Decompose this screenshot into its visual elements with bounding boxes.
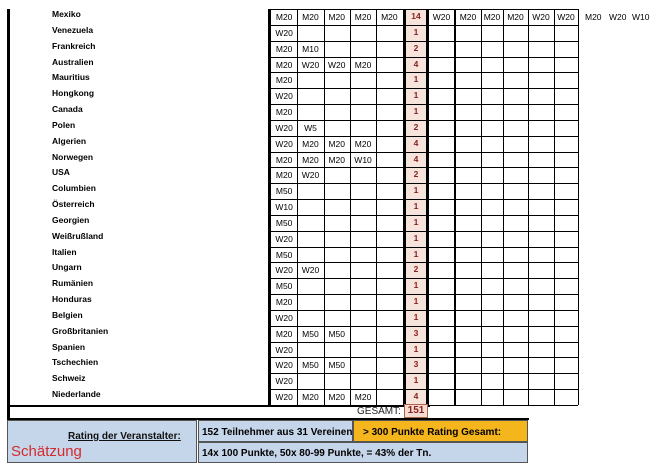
country-name: Österreich xyxy=(52,199,95,210)
entry-count: 4 xyxy=(413,58,419,69)
entry-count: 1 xyxy=(413,74,419,85)
entry-count: 1 xyxy=(413,185,419,196)
country-name: Norwegen xyxy=(52,151,94,162)
entry-count: 14 xyxy=(411,11,421,21)
entry-code: W10 xyxy=(632,12,650,22)
country-name: Italien xyxy=(52,246,77,257)
entry-code: M50 xyxy=(302,360,319,371)
country-name: Niederlande xyxy=(52,389,101,400)
grid-column-line xyxy=(481,9,482,405)
entry-code: W20 xyxy=(609,12,627,22)
entry-code: M20 xyxy=(302,154,319,165)
entry-count: 1 xyxy=(413,280,419,291)
summary-text: 14x 100 Punkte, 50x 80-99 Punkte, = 43% der Tn. xyxy=(202,448,432,459)
entry-count: 1 xyxy=(413,232,419,243)
entry-count: 2 xyxy=(413,42,419,53)
entry-code: W5 xyxy=(304,122,317,133)
entry-code: M20 xyxy=(275,75,293,86)
entry-code: W20 xyxy=(275,344,293,355)
entry-count: 3 xyxy=(413,327,419,338)
entry-code: M20 xyxy=(275,297,293,308)
entry-code: M20 xyxy=(275,107,293,118)
entry-code: W20 xyxy=(275,392,293,403)
entry-code: W20 xyxy=(557,12,575,22)
entry-count: 2 xyxy=(413,169,419,180)
country-name: Tschechien xyxy=(52,357,99,368)
entry-code: M20 xyxy=(354,59,372,70)
entry-code: M20 xyxy=(302,138,319,149)
entry-count: 1 xyxy=(413,201,419,212)
country-name: Belgien xyxy=(52,309,83,320)
entry-code: W20 xyxy=(275,265,293,276)
entry-code: M50 xyxy=(275,249,293,260)
entry-code: W20 xyxy=(275,360,293,371)
entry-code: M50 xyxy=(275,281,293,292)
total-value: 151 xyxy=(404,404,428,418)
entry-count: 1 xyxy=(413,216,419,227)
entry-code: W20 xyxy=(275,122,293,133)
country-name: Rumänien xyxy=(52,278,94,289)
grid-column-line xyxy=(455,9,456,405)
entry-count: 1 xyxy=(413,248,419,259)
country-name: Honduras xyxy=(52,294,92,305)
entry-count: 1 xyxy=(413,296,419,307)
entry-code: M20 xyxy=(328,154,346,165)
entry-code: M20 xyxy=(354,138,372,149)
entry-code: M20 xyxy=(275,59,293,70)
grid-column-line xyxy=(578,9,579,405)
entry-code: M50 xyxy=(328,360,346,371)
entry-code: M50 xyxy=(328,328,346,339)
grid-column-line xyxy=(454,9,455,405)
grid-column-line xyxy=(503,9,504,405)
entry-count: 1 xyxy=(413,26,419,37)
country-name: Großbritanien xyxy=(52,325,109,336)
entry-code: M20 xyxy=(459,12,477,22)
entry-code: M20 xyxy=(275,12,293,22)
entry-code: M20 xyxy=(275,154,293,165)
entry-code: W20 xyxy=(275,233,293,244)
entry-code: W20 xyxy=(301,59,320,70)
entry-code: M20 xyxy=(328,392,346,403)
country-name: Ungarn xyxy=(52,262,82,273)
entry-count: 4 xyxy=(413,153,419,164)
entry-count: 1 xyxy=(413,343,419,354)
entry-code: M20 xyxy=(354,392,372,403)
grid-column-line xyxy=(428,9,429,405)
entry-code: M20 xyxy=(354,12,372,22)
entry-code: M50 xyxy=(275,186,293,197)
participants-text: 152 Teilnehmer aus 31 Vereinen xyxy=(202,427,353,438)
entry-count: 1 xyxy=(413,90,419,101)
entry-count: 4 xyxy=(413,391,419,402)
entry-count: 2 xyxy=(413,121,419,132)
entry-count: 1 xyxy=(413,106,419,117)
entry-code: M20 xyxy=(328,138,346,149)
entry-code: M20 xyxy=(507,12,524,22)
entry-code: W20 xyxy=(275,27,293,38)
entry-code: W20 xyxy=(532,12,550,22)
entry-count: 4 xyxy=(413,137,419,148)
total-label: GESAMT: xyxy=(357,406,401,417)
entry-code: M50 xyxy=(275,217,293,228)
entry-count: 3 xyxy=(413,359,419,370)
entry-code: W20 xyxy=(275,138,293,149)
entry-code: W20 xyxy=(275,312,293,323)
table-left-border xyxy=(7,9,10,419)
entry-code: W20 xyxy=(275,376,293,387)
entry-code: M10 xyxy=(302,43,319,54)
entry-code: W20 xyxy=(301,170,320,181)
grid-column-line xyxy=(528,9,529,405)
estimate-label: Schätzung xyxy=(11,443,82,460)
entry-code: M50 xyxy=(302,328,319,339)
points-rating-text: > 300 Punkte Rating Gesamt: xyxy=(363,427,502,438)
country-name: Venezuela xyxy=(52,24,94,35)
entry-count: 2 xyxy=(413,264,419,275)
entry-code: W20 xyxy=(275,91,293,102)
entry-code: M20 xyxy=(328,12,346,22)
country-name: Australien xyxy=(52,56,94,67)
entry-code: W20 xyxy=(328,59,346,70)
grid-column-line xyxy=(554,9,555,405)
country-name: Mexiko xyxy=(52,9,81,19)
entry-code: M20 xyxy=(585,12,602,22)
country-name: Frankreich xyxy=(52,40,96,51)
entry-code: M20 xyxy=(483,12,501,22)
country-name: Canada xyxy=(52,104,83,115)
entry-code: M20 xyxy=(302,392,319,403)
entry-count: 1 xyxy=(413,311,419,322)
rating-label: Rating der Veranstalter: xyxy=(68,431,181,442)
code-column-line xyxy=(376,9,377,405)
country-name: Algerien xyxy=(52,135,87,146)
country-name: Columbien xyxy=(52,183,96,194)
country-name: USA xyxy=(52,167,70,178)
entry-code: M20 xyxy=(381,12,398,22)
country-name: Georgien xyxy=(52,214,90,225)
entry-code: W10 xyxy=(354,154,372,165)
entry-code: W20 xyxy=(301,265,320,276)
country-name: Mauritius xyxy=(52,72,90,83)
entry-code: M20 xyxy=(275,170,293,181)
country-name: Spanien xyxy=(52,341,86,352)
entry-code: M20 xyxy=(275,43,293,54)
country-name: Weißrußland xyxy=(52,230,104,241)
country-name: Polen xyxy=(52,119,76,130)
entry-count: 1 xyxy=(413,375,419,386)
country-name: Schweiz xyxy=(52,373,86,384)
entry-code: W20 xyxy=(432,12,451,22)
entry-code: M20 xyxy=(302,12,319,22)
entry-code: M20 xyxy=(275,328,293,339)
country-name: Hongkong xyxy=(52,88,95,99)
entry-code: W10 xyxy=(275,202,293,213)
